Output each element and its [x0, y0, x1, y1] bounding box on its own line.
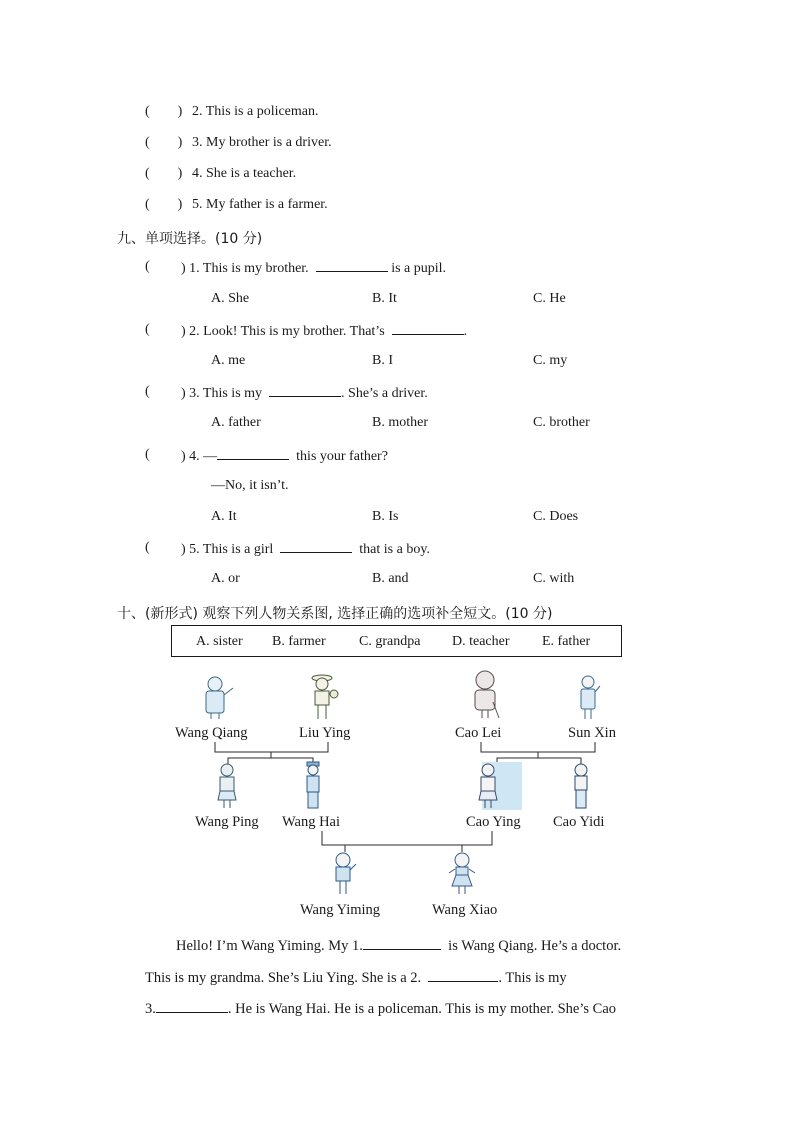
passage-line-2	[145, 969, 567, 987]
wang-xiao-figure	[449, 853, 475, 894]
passage-text: 3.	[145, 1001, 156, 1017]
name-cao-lei: Cao Lei	[455, 725, 502, 741]
q5-paren: (	[145, 540, 150, 555]
sun-xin-figure	[581, 676, 600, 719]
item-8-2: 2. This is a policeman.	[192, 104, 319, 119]
q2-option-c[interactable]: C. my	[533, 353, 568, 368]
q3-paren: (	[145, 384, 150, 399]
name-cao-ying: Cao Ying	[466, 814, 521, 830]
q4-pre: ) 4. —	[181, 449, 218, 464]
q3-option-c[interactable]: C. brother	[533, 415, 590, 430]
section10-heading: 十、(新形式) 观察下列人物关系图, 选择正确的选项补全短文。(10 分)	[117, 606, 553, 622]
open-paren: (	[145, 104, 150, 119]
q2-post: .	[463, 324, 468, 339]
q3-option-a[interactable]: A. father	[211, 415, 261, 430]
wang-yiming-figure	[336, 853, 356, 894]
passage-line-3	[145, 1000, 616, 1018]
q2-option-b[interactable]: B. I	[372, 353, 393, 368]
teacher-figure	[479, 762, 522, 810]
passage-blank-1[interactable]	[363, 937, 441, 950]
passage-blank-3[interactable]	[156, 1000, 228, 1013]
child-line-wang-ping	[228, 752, 271, 764]
passage-blank-2[interactable]	[428, 969, 498, 982]
q2-paren: (	[145, 322, 150, 337]
passage-text: is Wang Qiang. He’s a doctor.	[448, 938, 622, 954]
section9-heading: 九、单项选择。(10 分)	[117, 231, 263, 247]
name-sun-xin: Sun Xin	[568, 725, 616, 741]
close-paren: )	[177, 104, 183, 119]
farmer-figure	[312, 675, 338, 719]
q1-option-b[interactable]: B. It	[372, 291, 397, 306]
option-sister: A. sister	[196, 634, 243, 649]
q4-post: this your father?	[296, 449, 388, 464]
name-liu-ying: Liu Ying	[299, 725, 351, 741]
q4-paren: (	[145, 447, 150, 462]
q5-option-a[interactable]: A. or	[211, 571, 240, 586]
q1-option-a[interactable]: A. She	[211, 291, 250, 306]
item-8-5: 5. My father is a farmer.	[192, 197, 328, 212]
grandpa-figure	[475, 671, 499, 718]
item-8-3: 3. My brother is a driver.	[192, 135, 332, 150]
q1-post: is a pupil.	[391, 261, 447, 276]
open-paren: (	[145, 197, 150, 212]
name-wang-yiming: Wang Yiming	[300, 902, 381, 918]
passage-text: This is my grandma. She’s Liu Ying. She is a 2.	[145, 970, 422, 986]
option-grandpa: C. grandpa	[359, 634, 421, 649]
q1-pre: ) 1. This is my brother.	[181, 261, 309, 276]
passage-text: . This is my	[498, 970, 567, 986]
q5-pre: ) 5. This is a girl	[181, 542, 274, 557]
option-teacher: D. teacher	[452, 634, 510, 649]
option-father: E. father	[542, 634, 591, 649]
passage-text: . He is Wang Hai. He is a policeman. This is my mother. She’s Cao	[227, 1001, 617, 1017]
q5-option-c[interactable]: C. with	[533, 571, 575, 586]
q4-option-a[interactable]: A. It	[211, 509, 237, 524]
q4-option-b[interactable]: B. Is	[372, 509, 399, 524]
couple-line-hai-ying	[322, 831, 492, 845]
item-8-4: 4. She is a teacher.	[192, 166, 297, 181]
q1-paren: (	[145, 259, 150, 274]
q1-option-c[interactable]: C. He	[533, 291, 566, 306]
name-wang-hai: Wang Hai	[282, 814, 341, 830]
q3-pre: ) 3. This is my	[181, 386, 263, 401]
q5-option-b[interactable]: B. and	[372, 571, 409, 586]
cao-yidi-figure	[575, 764, 587, 808]
close-paren: )	[177, 197, 183, 212]
q5-post: that is a boy.	[359, 542, 430, 557]
passage-text: Hello! I’m Wang Yiming. My 1.	[176, 938, 363, 954]
couple-line-cao-sun	[481, 742, 595, 752]
option-farmer: B. farmer	[272, 634, 326, 649]
close-paren: )	[177, 135, 183, 150]
passage-line-1	[176, 937, 621, 955]
name-wang-xiao: Wang Xiao	[432, 902, 498, 918]
name-wang-ping: Wang Ping	[195, 814, 259, 830]
wang-ping-figure	[218, 764, 236, 808]
q4-option-c[interactable]: C. Does	[533, 509, 579, 524]
couple-line-wang-liu	[215, 742, 328, 752]
open-paren: (	[145, 166, 150, 181]
q4-answer: —No, it isn’t.	[211, 478, 289, 493]
q3-post: . She’s a driver.	[341, 386, 428, 401]
policeman-figure	[307, 762, 319, 808]
open-paren: (	[145, 135, 150, 150]
name-wang-qiang: Wang Qiang	[175, 725, 248, 741]
q3-option-b[interactable]: B. mother	[372, 415, 428, 430]
q2-pre: ) 2. Look! This is my brother. That’s	[181, 324, 385, 339]
doctor-figure	[206, 677, 233, 719]
q2-option-a[interactable]: A. me	[211, 353, 246, 368]
name-cao-yidi: Cao Yidi	[553, 814, 605, 830]
close-paren: )	[177, 166, 183, 181]
